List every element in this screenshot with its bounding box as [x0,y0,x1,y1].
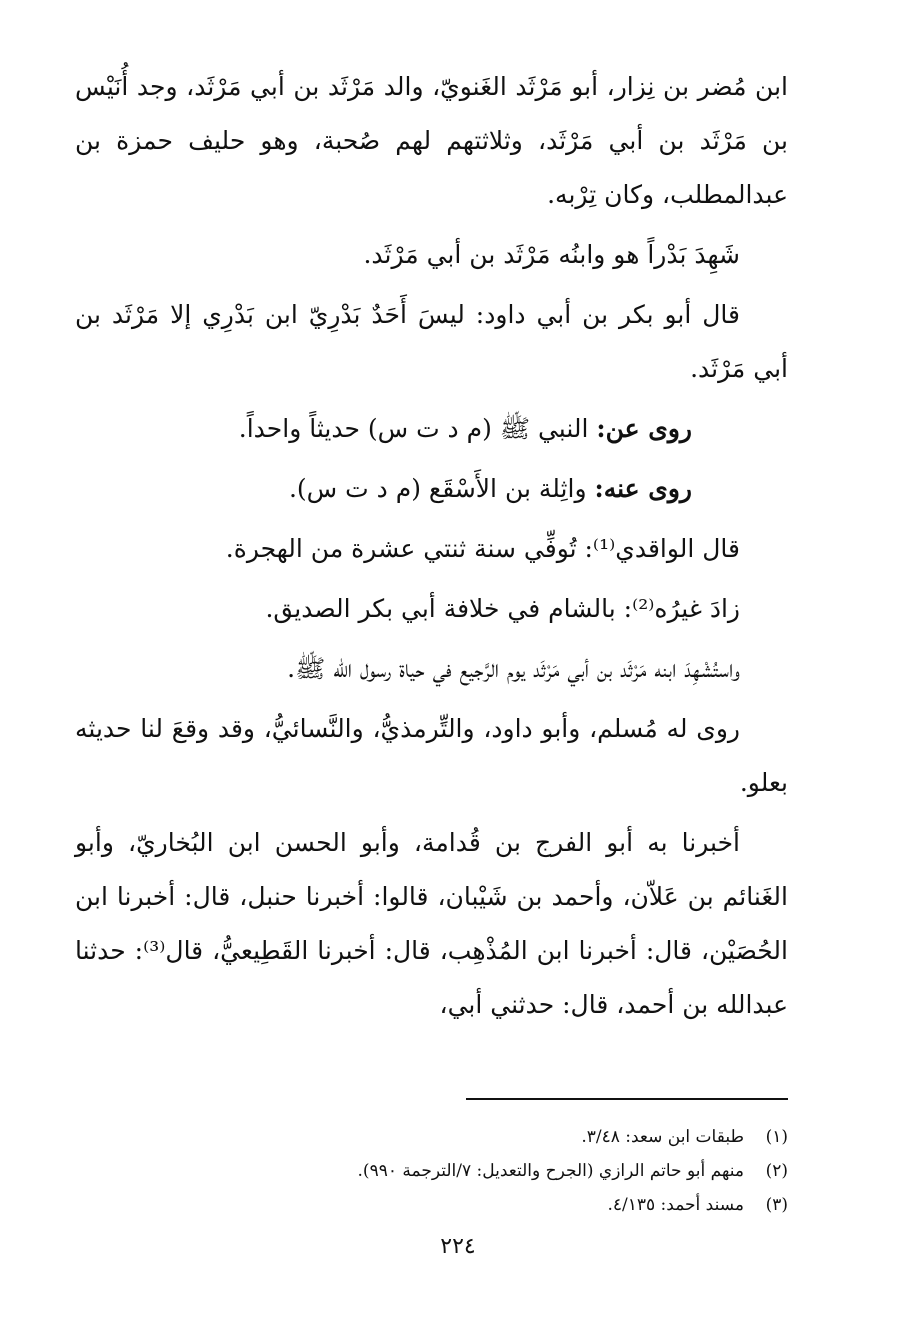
footnote-text: طبقات ابن سعد: ٣/٤٨. [581,1127,744,1147]
footnote-number: (٣) [765,1195,788,1215]
footnote-divider [466,1098,788,1100]
paragraph-narrated-from [75,402,788,456]
footnote-text: مسند أحمد: ٤/١٣٥. [607,1195,744,1215]
paragraph-martyrdom: واستُشْهِدَ ابنه مَرْثَد بن أبي مَرْثَد يوم الرَّجيع في حياة رسول الله ﷺ. [287,654,740,683]
paragraph-isnad: أخبرنا به أبو الفرج بن قُدامة، وأبو الحسن ابن البُخاريّ، وأبو الغَنائم بن عَلاّن، وأحمد بن شَيْبان، قالوا: أخبرنا حنبل، قال: أخبرنا ابن الحُصَيْن، قال: أخبرنا ابن المُذْهِب، قال: أخبرنا القَطِيعيُّ، قال⁽³⁾: حدثنا عبدالله بن أحمد، قال: حدثني أبي، [75,828,788,1019]
paragraph-lineage: ابن مُضر بن نِزار، أبو مَرْثَد الغَنويّ، والد مَرْثَد بن أبي مَرْثَد، وجد أُنَيْس بن مَرْثَد بن أبي مَرْثَد، وثلاثتهم لهم صُحبة، وهو حليف حمزة بن عبدالمطلب، وكان تِرْبه. [75,72,788,209]
main-text [75,60,788,1032]
paragraph-abu-dawud: قال أبو بكر بن أبي داود: ليسَ أَحَدٌ بَدْرِيّ ابن بَدْرِي إلا مَرْثَد بن أبي مَرْثَد. [75,300,788,383]
narrated-from-text: النبي ﷺ (م د ت س) حديثاً واحداً. [238,414,597,443]
footnote-text: منهم أبو حاتم الرازي (الجرح والتعديل: ٧/الترجمة ٩٩٠). [357,1161,744,1181]
page-number: ٢٢٤ [440,1234,476,1259]
narrated-by-text: واثِلة بن الأَسْقَع (م د ت س). [288,474,595,503]
footnote-number: (١) [765,1127,788,1147]
footnotes [88,1120,788,1222]
footnote-item [88,1120,788,1154]
paragraph-narrators: روى له مُسلم، وأبو داود، والتِّرمذيُّ، والنَّسائيُّ، وقد وقعَ لنا حديثه بعلو. [75,714,788,797]
narrated-from-label: روى عن: [596,414,692,443]
footnote-item [88,1154,788,1188]
footnote-item [88,1188,788,1222]
paragraph-added: زادَ غيرُه⁽²⁾: بالشام في خلافة أبي بكر الصديق. [265,594,740,623]
paragraph-waqidi: قال الواقدي⁽¹⁾: تُوفِّي سنة ثنتي عشرة من الهجرة. [225,534,740,563]
narrated-by-label: روى عنه: [594,474,692,503]
footnote-number: (٢) [765,1161,788,1181]
paragraph-narrated-by [75,462,788,516]
paragraph-badr: شَهِدَ بَدْراً هو وابنُه مَرْثَد بن أبي مَرْثَد. [363,240,740,269]
